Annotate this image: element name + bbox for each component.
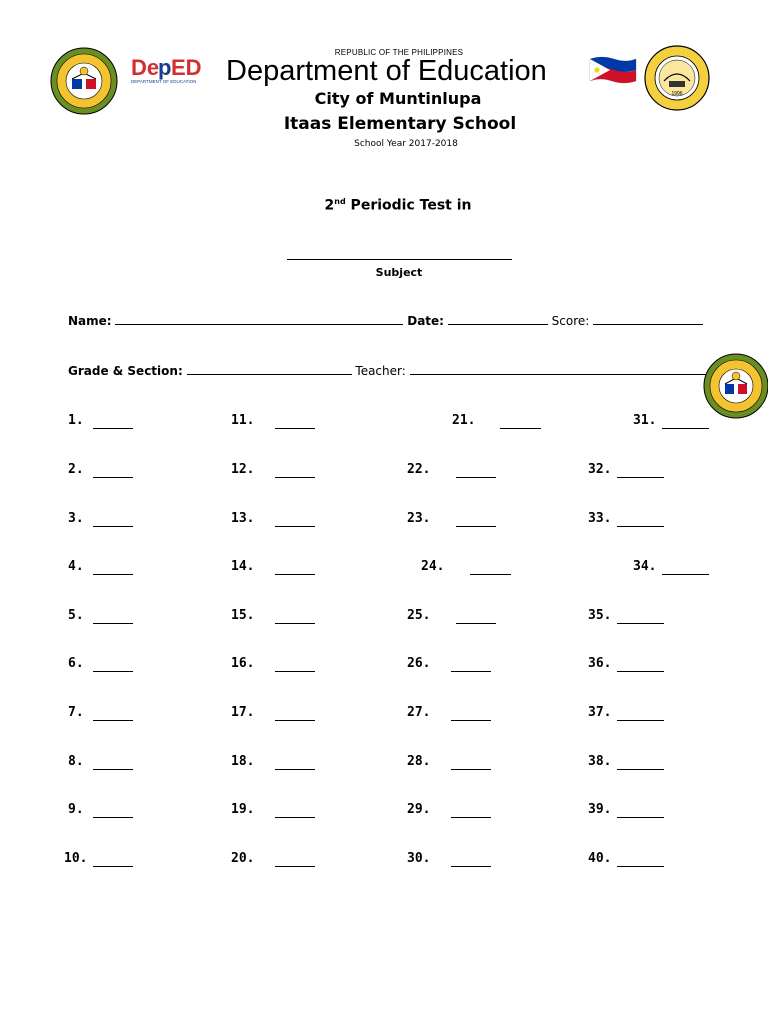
subject-label: Subject: [375, 266, 423, 279]
score-field[interactable]: [593, 314, 703, 325]
test-title: [0, 197, 768, 214]
answer-blank[interactable]: [93, 517, 133, 527]
question-number: 2.: [68, 462, 84, 477]
question-number: 13.: [231, 511, 255, 526]
question-number: 3.: [68, 511, 84, 526]
answer-blank[interactable]: [456, 614, 496, 624]
philippine-flag-icon: [588, 55, 638, 85]
question-number: 22.: [407, 462, 431, 477]
question-number: 21.: [452, 413, 476, 428]
answer-blank[interactable]: [451, 808, 491, 818]
answer-blank[interactable]: [456, 468, 496, 478]
teacher-label: Teacher:: [355, 364, 406, 378]
question-number: 35.: [588, 608, 612, 623]
question-number: 7.: [68, 705, 84, 720]
grade-section-field[interactable]: [187, 364, 352, 375]
answer-blank[interactable]: [451, 711, 491, 721]
answer-blank[interactable]: [93, 565, 133, 575]
question-number: 24.: [421, 559, 445, 574]
question-number: 36.: [588, 656, 612, 671]
answer-blank[interactable]: [617, 711, 664, 721]
answer-blank[interactable]: [275, 468, 315, 478]
name-field[interactable]: [115, 314, 403, 325]
name-label: Name:: [68, 314, 112, 328]
question-number: 17.: [231, 705, 255, 720]
question-number: 29.: [407, 802, 431, 817]
answer-blank[interactable]: [451, 760, 491, 770]
answer-blank[interactable]: [275, 857, 315, 867]
question-number: 12.: [231, 462, 255, 477]
test-ordinal-suffix: nd: [334, 197, 346, 206]
subject-input-line[interactable]: [287, 259, 512, 260]
answer-blank[interactable]: [470, 565, 511, 575]
deped-logo-icon: [131, 54, 211, 86]
question-number: 5.: [68, 608, 84, 623]
answer-blank[interactable]: [617, 517, 664, 527]
answer-blank[interactable]: [93, 808, 133, 818]
date-label: Date:: [407, 314, 444, 328]
question-number: 19.: [231, 802, 255, 817]
svg-text:ED: ED: [171, 55, 202, 80]
question-number: 8.: [68, 754, 84, 769]
answer-blank[interactable]: [662, 419, 709, 429]
question-number: 31.: [633, 413, 657, 428]
question-number: 11.: [231, 413, 255, 428]
svg-text:DEPARTMENT OF EDUCATION: DEPARTMENT OF EDUCATION: [131, 79, 197, 84]
answer-blank[interactable]: [617, 760, 664, 770]
answer-blank[interactable]: [617, 468, 664, 478]
question-number: 14.: [231, 559, 255, 574]
teacher-field[interactable]: [410, 364, 714, 375]
answer-blank[interactable]: [451, 857, 491, 867]
name-date-score-row: [68, 314, 703, 328]
question-number: 37.: [588, 705, 612, 720]
question-number: 6.: [68, 656, 84, 671]
question-number: 4.: [68, 559, 84, 574]
test-title-rest: Periodic Test in: [345, 197, 472, 214]
answer-blank[interactable]: [275, 711, 315, 721]
question-number: 10.: [64, 851, 88, 866]
score-label: Score:: [551, 314, 590, 328]
answer-blank[interactable]: [662, 565, 709, 575]
question-number: 39.: [588, 802, 612, 817]
svg-text:p: p: [158, 55, 172, 80]
answer-blank[interactable]: [93, 857, 133, 867]
answer-blank[interactable]: [275, 662, 315, 672]
school-name: Itaas Elementary School: [283, 114, 517, 134]
answer-blank[interactable]: [275, 760, 315, 770]
question-number: 16.: [231, 656, 255, 671]
deped-logo-text: De: [131, 55, 160, 80]
answer-blank[interactable]: [617, 808, 664, 818]
question-number: 18.: [231, 754, 255, 769]
question-number: 26.: [407, 656, 431, 671]
answer-blank[interactable]: [93, 468, 133, 478]
answer-blank[interactable]: [275, 419, 315, 429]
question-number: 23.: [407, 511, 431, 526]
answer-blank[interactable]: [500, 419, 541, 429]
answer-blank[interactable]: [617, 857, 664, 867]
question-number: 27.: [407, 705, 431, 720]
question-number: 38.: [588, 754, 612, 769]
school-year: School Year 2017-2018: [354, 139, 458, 149]
question-number: 33.: [588, 511, 612, 526]
test-ordinal: 2: [324, 197, 335, 214]
date-field[interactable]: [448, 314, 548, 325]
answer-blank[interactable]: [617, 662, 664, 672]
question-number: 15.: [231, 608, 255, 623]
answer-blank[interactable]: [617, 614, 664, 624]
republic-label: REPUBLIC OF THE PHILIPPINES: [334, 48, 464, 57]
question-number: 40.: [588, 851, 612, 866]
grade-teacher-row: [68, 364, 714, 378]
city-label: City of Muntinlupa: [314, 89, 482, 108]
answer-blank[interactable]: [275, 565, 315, 575]
question-number: 20.: [231, 851, 255, 866]
answer-blank[interactable]: [451, 662, 491, 672]
answer-blank[interactable]: [93, 419, 133, 429]
svg-text:1996: 1996: [671, 91, 683, 97]
answer-blank[interactable]: [456, 517, 496, 527]
question-number: 34.: [633, 559, 657, 574]
answer-blank[interactable]: [275, 614, 315, 624]
question-number: 28.: [407, 754, 431, 769]
question-number: 32.: [588, 462, 612, 477]
answer-blank[interactable]: [93, 662, 133, 672]
question-number: 9.: [68, 802, 84, 817]
question-number: 30.: [407, 851, 431, 866]
answer-blank[interactable]: [93, 760, 133, 770]
answer-blank[interactable]: [93, 614, 133, 624]
grade-section-label: Grade & Section:: [68, 364, 183, 378]
question-number: 1.: [68, 413, 84, 428]
department-title: Department of Education: [226, 55, 547, 87]
question-number: 25.: [407, 608, 431, 623]
answer-blank[interactable]: [275, 517, 315, 527]
muntinlupa-seal-icon: [644, 45, 710, 111]
answer-blank[interactable]: [93, 711, 133, 721]
answer-blank[interactable]: [275, 808, 315, 818]
school-seal-small-icon: [703, 353, 768, 419]
